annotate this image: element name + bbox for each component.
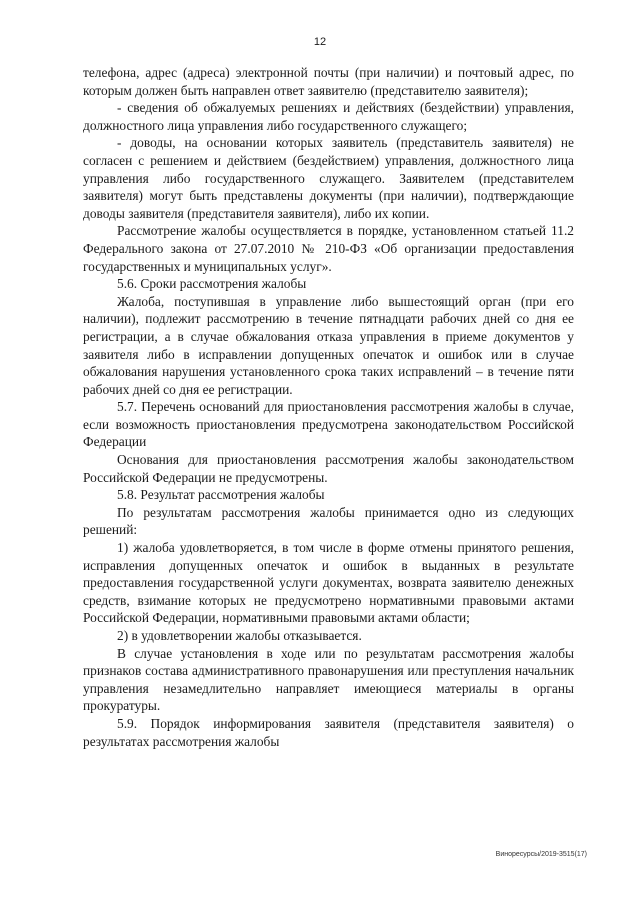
paragraph-suspension-grounds: Основания для приостановления рассмотрения жалобы законодательством Российской Федерации не предусмотрены. — [83, 452, 574, 485]
section-heading-5-7: 5.7. Перечень оснований для приостановления рассмотрения жалобы в случае, если возможность приостановления предусмотрена законодательством Российской Федерации — [83, 399, 574, 450]
footer-document-code: Виноресурсы/2019-3515(17) — [495, 851, 587, 858]
paragraph-contact-details: телефона, адрес (адреса) электронной почты (при наличии) и почтовый адрес, по которым должен быть направлен ответ заявителю (представителю заявителя); — [83, 65, 574, 98]
section-heading-5-6: 5.6. Сроки рассмотрения жалобы — [117, 276, 307, 292]
page-number: 12 — [313, 36, 327, 48]
paragraph-appealed-decisions: - сведения об обжалуемых решениях и действиях (бездействии) управления, должностного лица управления либо государственного служащего; — [83, 100, 574, 133]
paragraph-decision-intro: По результатам рассмотрения жалобы принимается одно из следующих решений: — [83, 504, 574, 538]
body-text — [83, 64, 574, 750]
list-item-complaint-rejected: 2) в удовлетворении жалобы отказывается. — [117, 628, 362, 643]
paragraph-arguments: - доводы, на основании которых заявитель (представитель заявителя) не согласен с решением и действием (бездействием) управления, должностного лица управления либо государственного служащего. Заявителем (представителем заявителя) могут быть представлены документы (при наличии), подтверждающие доводы заявителя (представителя заявителя), либо их копии. — [83, 135, 574, 221]
section-heading-5-9: 5.9. Порядок информирования заявителя (представителя заявителя) о результатах рассмотрения жалобы — [83, 715, 574, 749]
paragraph-review-procedure: Рассмотрение жалобы осуществляется в порядке, установленном статьей 11.2 Федерального закона от 27.07.2010 № 210-ФЗ «Об организации предоставления государственных и муниципальных услуг». — [83, 223, 574, 274]
paragraph-review-deadlines: Жалоба, поступившая в управление либо вышестоящий орган (при его наличии), подлежит рассмотрению в течение пятнадцати рабочих дней со дня ее регистрации, а в случае обжалования отказа управления в приеме документов у заявителя либо в исправлении допущенных опечаток и ошибок или в случае обжалования нарушения установленного срока таких исправлений – в течение пяти рабочих дней со дня ее регистрации. — [83, 293, 574, 397]
list-item-complaint-satisfied: 1) жалоба удовлетворяется, в том числе в форме отмены принятого решения, исправления допущенных опечаток и ошибок в выданных в результате предоставления государственной услуги документах, возврата заявителю денежных средств, взимание которых не предусмотрено нормативными правовыми актами Российской Федерации, нормативными правовыми актами области; — [83, 540, 574, 626]
paragraph-prosecution-referral: В случае установления в ходе или по результатам рассмотрения жалобы признаков состава административного правонарушения или преступления начальник управления незамедлительно направляет имеющиеся материалы в органы прокуратуры. — [83, 645, 574, 714]
section-heading-5-8: 5.8. Результат рассмотрения жалобы — [117, 487, 325, 503]
